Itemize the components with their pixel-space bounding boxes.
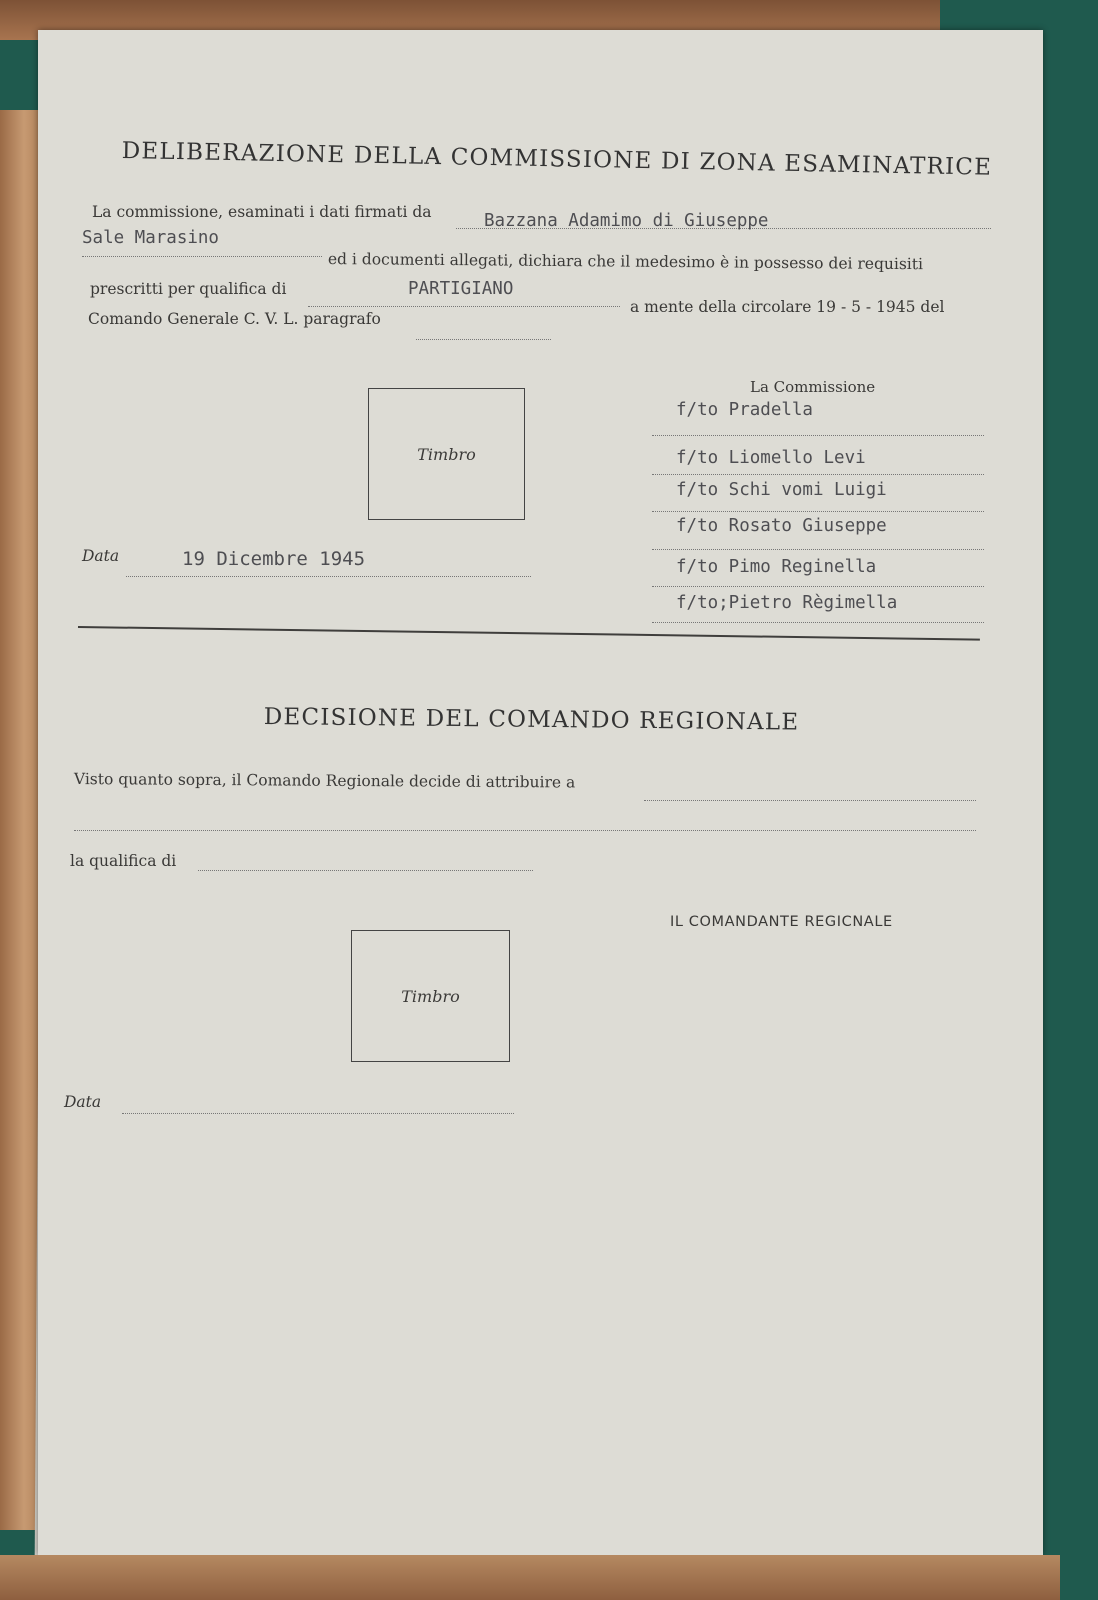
signature-line-3 — [652, 511, 984, 512]
signature-line-5 — [652, 586, 984, 587]
signature-line-1 — [652, 435, 984, 436]
stamp-box-1 — [368, 388, 525, 520]
data-label-1: Data — [82, 547, 120, 565]
prescritti-label: prescritti per qualifica di — [90, 280, 287, 298]
typed-place: Sale Marasino — [82, 228, 219, 248]
data-dotted-line-1 — [126, 576, 531, 577]
comando-label: Comando Generale C. V. L. paragrafo — [88, 310, 381, 328]
qualifica-dotted-line-2 — [198, 870, 533, 871]
visto-text: Visto quanto sopra, il Comando Regionale decide di attribuire a — [73, 770, 576, 792]
typed-name: Bazzana Adamimo di Giuseppe — [484, 211, 769, 231]
typed-qualifica: PARTIGIANO — [408, 279, 514, 299]
data-dotted-line-2 — [122, 1113, 514, 1114]
binder-left-edge — [0, 110, 40, 1530]
signature-line-4 — [652, 549, 984, 550]
signature-4: f/to Rosato Giuseppe — [676, 516, 887, 536]
stamp-label-1: Timbro — [417, 444, 476, 464]
signature-3: f/to Schi vomi Luigi — [676, 480, 887, 500]
signature-2: f/to Liomello Levi — [676, 448, 866, 468]
section2-title: DECISIONE DEL COMANDO REGIONALE — [263, 704, 800, 736]
document-page — [38, 30, 1043, 1555]
line2-text: ed i documenti allegati, dichiara che il medesimo è in possesso dei requisiti — [327, 250, 924, 274]
attribuire-dotted-line — [644, 800, 976, 801]
place-dotted-line — [82, 256, 322, 257]
typed-date: 19 Dicembre 1945 — [182, 548, 366, 570]
stamp-label-2: Timbro — [401, 986, 460, 1006]
signature-1: f/to Pradella — [676, 400, 813, 420]
section1-title: DELIBERAZIONE DELLA COMMISSIONE DI ZONA ESAMINATRICE — [121, 138, 993, 181]
signature-5: f/to Pimo Reginella — [676, 557, 877, 577]
qualifica-label-2: la qualifica di — [70, 852, 177, 870]
paragrafo-dotted-line — [416, 339, 551, 340]
qualifica-dotted-line — [308, 306, 620, 307]
data-label-2: Data — [64, 1093, 102, 1111]
binder-bottom-edge — [0, 1555, 1060, 1600]
a-mente-text: a mente della circolare 19 - 5 - 1945 del — [630, 298, 945, 316]
signature-line-6 — [652, 622, 984, 623]
stamp-box-2 — [351, 930, 510, 1062]
comandante-label: IL COMANDANTE REGICNALE — [670, 914, 893, 930]
section-divider — [78, 626, 980, 641]
signature-6: f/to;Pietro Règimella — [676, 593, 898, 613]
commission-heading: La Commissione — [750, 378, 876, 396]
signature-line-2 — [652, 474, 984, 475]
intro-label: La commissione, esaminati i dati firmati da — [92, 203, 432, 221]
attribuire-dotted-line-2 — [74, 830, 976, 831]
